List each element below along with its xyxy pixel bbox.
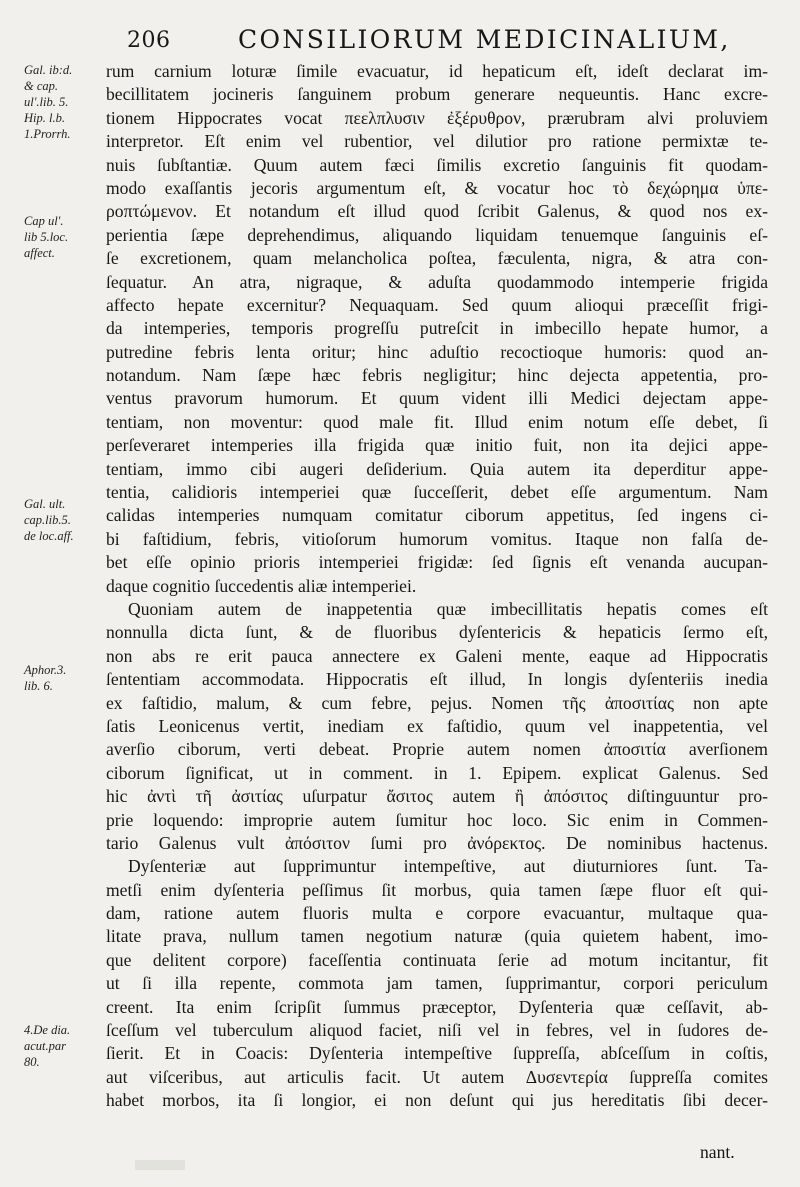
- text-line: notandum. Nam ſæpe hæc febris negligitur; hinc dejecta appetentia, pro-: [106, 365, 768, 386]
- text-line: ſequatur. An atra, nigraque, & aduſta quodammodo intemperie frigida: [106, 271, 768, 292]
- margin-line: affect.: [24, 246, 55, 260]
- text-line: nonnulla dicta ſunt, & de fluoribus dyſentericis & hepaticis ſermo eſt,: [106, 622, 768, 643]
- text-line: dam, ratione autem fluoris multa e corpore evacuantur, multaque qua-: [106, 903, 768, 924]
- text-line: ſe excretionem, quam melancholica poſtea, fæculenta, nigra, & atra con-: [106, 248, 768, 269]
- text-line: becillitatem jocineris ſanguinem probum generare nequeuntis. Hanc excre-: [106, 84, 768, 105]
- text-line: metſi enim dyſenteria peſſimus ſit morbus, quia tamen ſæpe fluor eſt qui-: [106, 879, 768, 900]
- text-line: ροπτώμενον. Et notandum eſt illud quod ſcribit Galenus, & quod nos ex-: [106, 201, 768, 222]
- text-line: interpretor. Eſt enim vel rubentior, vel dilutior pro ratione permixtæ te-: [106, 131, 768, 152]
- text-line: rum carnium loturæ ſimile evacuatur, id hepaticum eſt, ideſt declarat im-: [106, 61, 768, 81]
- text-line: tentiam, non moventur: quod male fit. Illud enim notum eſſe debet, ſi: [106, 411, 768, 432]
- margin-line: Gal. ib:d.: [24, 63, 73, 77]
- text-line: perſeveraret intemperies illa frigida quæ initio fuit, non ita dejici appe-: [106, 435, 768, 456]
- margin-line: cap.lib.5.: [24, 513, 71, 527]
- margin-line: Gal. ult.: [24, 497, 66, 511]
- text-line: tentia, calidioris intemperiei quæ ſucceſſerit, debet eſſe argumentum. Nam: [106, 482, 768, 503]
- text-line: creent. Ita enim ſcripſit ſummus præceptor, Dyſenteria quæ ceſſavit, ab-: [106, 996, 768, 1017]
- ink-smudge: [135, 1160, 185, 1170]
- text-line: Dyſenteriæ aut ſupprimuntur intempeſtive, aut diuturniores ſunt. Ta-: [128, 856, 768, 877]
- text-line: ciborum ſignificat, ut in comment. in 1. Epipem. explicat Galenus. Sed: [106, 762, 768, 783]
- margin-line: & cap.: [24, 79, 59, 93]
- text-line: tionem Hippocrates vocat πεελπλυσιν ἐξέρυθρον, prærubram alvi proluviem: [106, 107, 768, 128]
- page-header: [0, 22, 800, 58]
- text-line: que delitent corpore) faceſſentia continuata ſerie ad motum incitantur, fit: [106, 949, 768, 970]
- margin-line: acut.par: [24, 1039, 67, 1053]
- page-number: 206: [127, 28, 171, 53]
- text-line: bet eſſe opinio prioris intemperiei frigidæ: ſed ſignis eſt venanda aucupan-: [106, 552, 768, 573]
- margin-note-1: [24, 62, 104, 142]
- text-line: tentiam, immo cibi augeri deſiderium. Quia autem ita deperditur appe-: [106, 458, 768, 479]
- text-line: calidas intemperies numquam comitatur ciborum appetitus, ſed ingens ci-: [106, 505, 768, 526]
- margin-line: lib. 6.: [24, 679, 53, 693]
- body-text: [106, 60, 768, 1113]
- text-line: ſatis Leonicenus vertit, inediam ex faſtidio, quum vel inappetentia, vel: [106, 715, 768, 736]
- margin-line: de loc.aff.: [24, 529, 74, 543]
- text-line: modo exaſſantis jecoris argumentum eſt, & vocatur hoc τὸ δεχώρημα ὑπε-: [106, 177, 768, 198]
- text-line: da intemperies, temporis progreſſu putreſcit in imbecillo hepate humor, a: [106, 318, 768, 339]
- text-line: tario Galenus vult ἀπόσιτον ſumi pro ἀνόρεκτος. De nominibus hactenus.: [106, 832, 768, 853]
- text-line: affecto hepate excernitur? Nequaquam. Sed quum alioqui præceſſit frigi-: [106, 294, 768, 315]
- margin-line: 1.Prorrh.: [24, 127, 71, 141]
- text-line: ex faſtidio, malum, & cum febre, pejus. Nomen τῆς ἀποσιτίας non apte: [106, 692, 768, 713]
- margin-note-5: [24, 1022, 104, 1070]
- text-line: Quoniam autem de inappetentia quæ imbecillitatis hepatis comes eſt: [128, 598, 768, 619]
- catchword: nant.: [700, 1142, 735, 1162]
- text-line: hic ἀντὶ τῆ ἀσιτίας uſurpatur ἄσιτος autem ἢ ἀπόσιτος diſtinguuntur pro-: [106, 786, 768, 807]
- text-line: ventus pravorum humorum. Et quum vident illi Medici dejectam appe-: [106, 388, 768, 409]
- text-line: aut viſceribus, aut articulis facit. Ut autem Δυσεντερία ſuppreſſa comites: [106, 1066, 768, 1087]
- text-line: ut ſi illa repente, commota jam tamen, ſupprimantur, corpori periculum: [106, 973, 768, 994]
- text-line: putredine febris lenta oritur; hinc aduſtio recoctioque humoris: quod an-: [106, 341, 768, 362]
- margin-line: ul'.lib. 5.: [24, 95, 69, 109]
- text-line: non abs re erit pauca annectere ex Galeni mente, eaque ad Hippocratis: [106, 645, 768, 666]
- margin-line: lib 5.loc.: [24, 230, 69, 244]
- margin-note-2: [24, 213, 104, 261]
- margin-note-4: [24, 662, 104, 694]
- text-line: averſio ciborum, verti debeat. Proprie autem nomen ἀποσιτία averſionem: [106, 739, 768, 760]
- text-line: daque cognitio ſuccedentis aliæ intemperiei.: [106, 575, 417, 596]
- margin-line: Aphor.3.: [24, 663, 67, 677]
- margin-line: 80.: [24, 1055, 40, 1069]
- text-line: ſierit. Et in Coacis: Dyſenteria intempeſtive ſuppreſſa, abſceſſum in coſtis,: [106, 1043, 768, 1064]
- margin-line: 4.De dia.: [24, 1023, 71, 1037]
- margin-line: Hip. l.b.: [24, 111, 65, 125]
- running-title: CONSILIORUM MEDICINALIUM,: [238, 25, 731, 54]
- margin-line: Cap ul'.: [24, 214, 64, 228]
- text-line: ſententiam accommodata. Hippocratis eſt illud, In longis dyſenteriis inedia: [106, 669, 768, 690]
- text-line: prie loquendo: improprie autem ſumitur hoc loco. Sic enim in Commen-: [106, 809, 768, 830]
- text-line: litate prava, nullum tamen negotium naturæ (quia quietem habent, imo-: [106, 926, 768, 947]
- text-line: habet morbos, ita ſi longior, ei non deſunt qui jus hereditatis ſibi decer-: [106, 1090, 768, 1111]
- text-line: perientia ſæpe deprehendimus, aliquando liquidam tenuemque ſanguinis eſ-: [106, 224, 768, 245]
- text-line: bi faſtidium, febris, vitioſorum humorum vomitus. Itaque non falſa de-: [106, 528, 768, 549]
- text-line: ſceſſum vel tuberculum aliquod faciet, niſi vel in febres, vel in ſudores de-: [106, 1020, 768, 1041]
- margin-note-3: [24, 496, 104, 544]
- text-line: nuis ſubſtantiæ. Quum autem fæci ſimilis excretio ſanguinis fit quodam-: [106, 154, 768, 175]
